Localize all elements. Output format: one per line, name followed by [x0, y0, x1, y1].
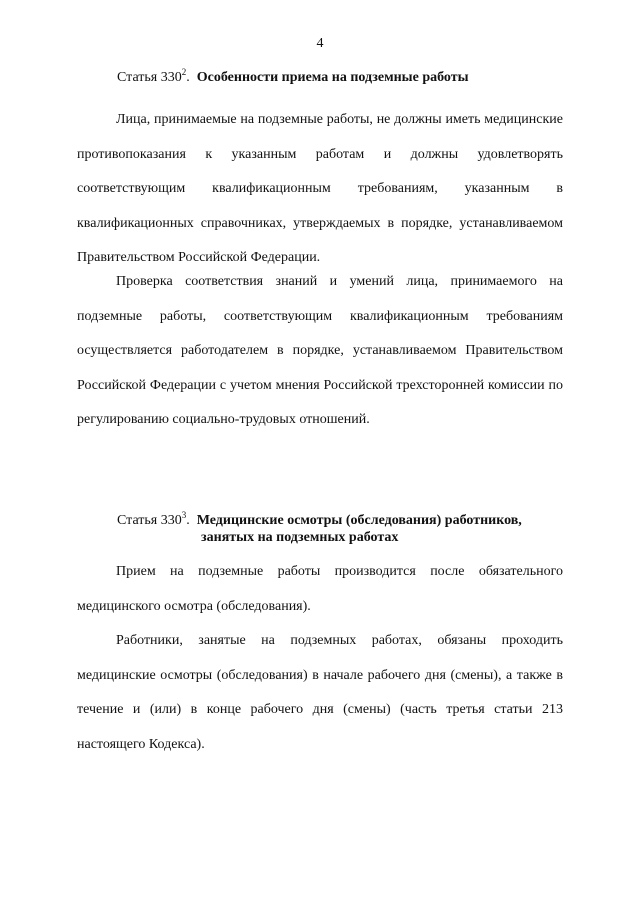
article-superscript: 2	[181, 67, 187, 77]
page-number: 4	[316, 36, 324, 51]
article-title: Особенности приема на подземные работы	[196, 70, 469, 85]
article-heading-330-2	[117, 69, 469, 86]
article-label: Статья 330	[117, 70, 182, 85]
article-dot: .	[186, 513, 190, 528]
paragraph: Работники, занятые на подземных работах, обязаны проходить медицинские осмотры (обследования) в начале рабочего дня (смены), а также в течение и (или) в конце рабочего дня (смены) (часть третья статьи 213 настоящего Кодекса).	[77, 633, 563, 752]
article-heading-330-3	[117, 512, 522, 546]
article-label: Статья 330	[117, 513, 182, 528]
article-superscript: 3	[181, 510, 187, 520]
paragraph: Проверка соответствия знаний и умений лица, принимаемого на подземные работы, соответствующим квалификационным требованиям осуществляется работодателем в порядке, устанавливаемом Правительством Российской Федерации с учетом мнения Российской трехсторонней комиссии по регулированию социально-трудовых отношений.	[77, 274, 563, 427]
paragraph: Лица, принимаемые на подземные работы, не должны иметь медицинские противопоказания к указанным работам и должны удовлетворять соответствующим квалификационным требованиям, указанным в квалификационных справочниках, утверждаемых в порядке, устанавливаемом Правительством Российской Федерации.	[77, 112, 563, 265]
paragraph: Прием на подземные работы производится после обязательного медицинского осмотра (обследования).	[77, 564, 563, 614]
article-dot: .	[186, 70, 190, 85]
article-title-line2: занятых на подземных работах	[201, 530, 399, 545]
article-title: Медицинские осмотры (обследования) работников,	[196, 513, 522, 528]
